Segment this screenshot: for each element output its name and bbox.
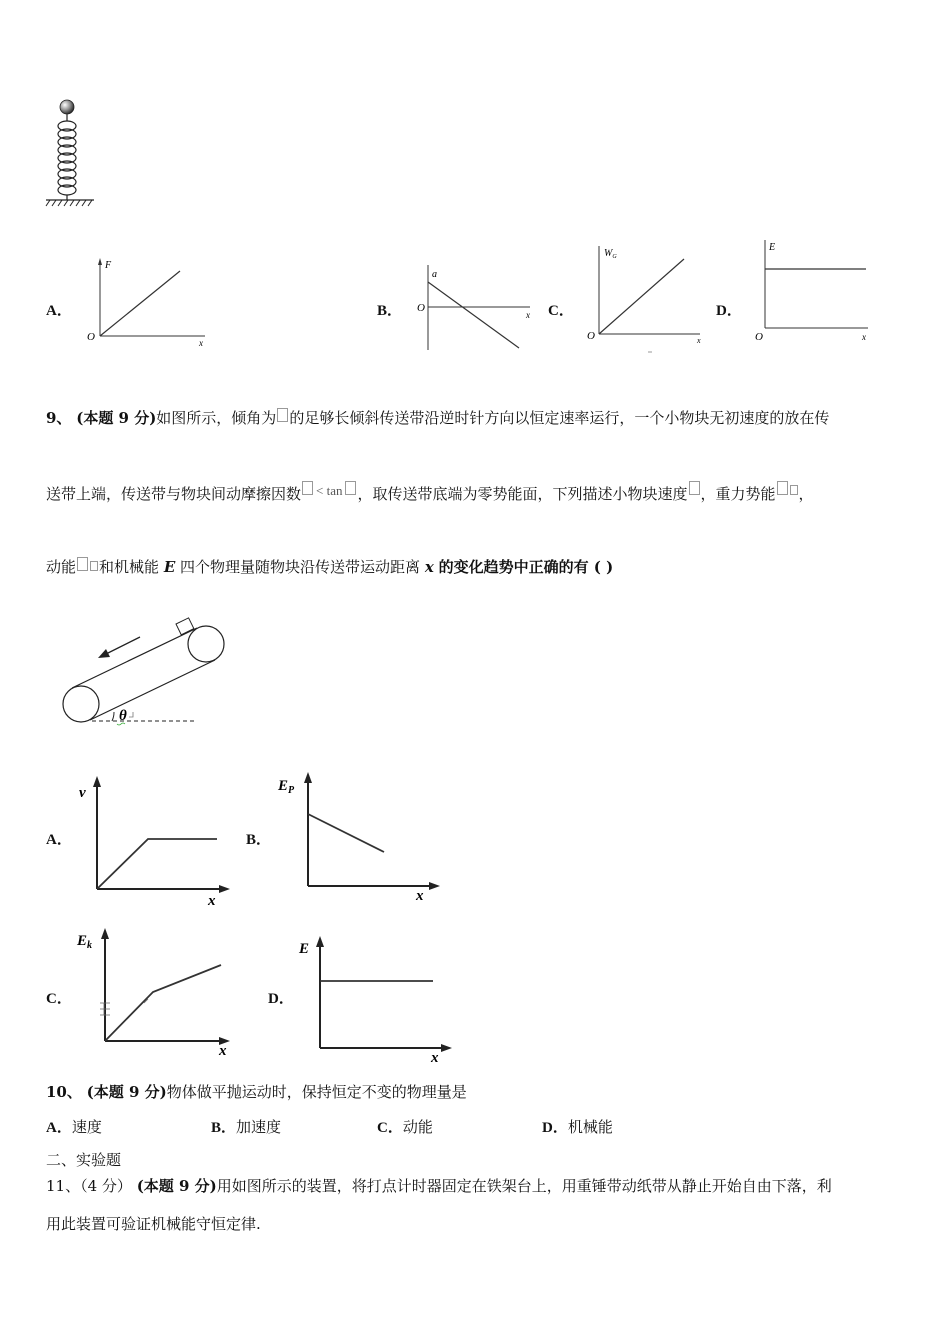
q9b-y-label: $E_P$ bbox=[278, 778, 295, 796]
q9d-x-label: x bbox=[431, 1050, 439, 1066]
section-title: 二、实验题 bbox=[46, 1151, 122, 1169]
q9-E-symbol: E bbox=[163, 558, 176, 576]
q10-option-c-letter: C． bbox=[377, 1120, 403, 1136]
q9-text-2c: ，重力势能 bbox=[700, 485, 776, 503]
q8b-x-label: x bbox=[526, 310, 530, 320]
q9-option-c-label: C． bbox=[46, 991, 72, 1007]
q9-tan-expr: < tan bbox=[316, 483, 343, 498]
q11-text-1: 用如图所示的装置，将打点计时器固定在铁架台上，用重锤带动纸带从静止开始自由下落，利 bbox=[216, 1177, 832, 1195]
q10-question bbox=[46, 1082, 467, 1102]
q8d-origin: O bbox=[755, 331, 763, 343]
q9d-y-label: E bbox=[299, 941, 310, 957]
q9-text-2d: ， bbox=[798, 485, 814, 503]
q9-text-1b: 的足够长倾斜传送带沿逆时针方向以恒定速率运行，一个小物块无初速度的放在传 bbox=[289, 409, 830, 427]
q10-option-b-text: 加速度 bbox=[236, 1118, 282, 1136]
q9-number: 9、 bbox=[46, 409, 72, 427]
q8c-x-label: x bbox=[697, 336, 701, 345]
q9-text-2b: ，取传送带底端为零势能面，下列描述小物块速度 bbox=[357, 485, 688, 503]
q8a-origin: O bbox=[87, 331, 95, 343]
q10-option-c[interactable] bbox=[377, 1117, 433, 1138]
q11-line-1 bbox=[46, 1176, 832, 1196]
q9-x-symbol: x bbox=[424, 558, 434, 576]
q9-text-3c: 四个物理量随物块沿传送带运动距离 bbox=[180, 558, 421, 576]
q10-option-a-letter: A． bbox=[46, 1120, 72, 1136]
q10-option-c-text: 动能 bbox=[402, 1118, 433, 1136]
q10-points: (本题 9 分) bbox=[86, 1083, 167, 1101]
q9-points: (本题 9 分) bbox=[76, 409, 157, 427]
q8-option-a-label: A． bbox=[46, 303, 72, 319]
theta-label: θ bbox=[119, 708, 127, 724]
q9a-y-label: v bbox=[79, 785, 86, 801]
q9c-x-label: x bbox=[219, 1043, 227, 1059]
q9-text-3a: 动能 bbox=[46, 558, 77, 576]
q10-option-d[interactable] bbox=[542, 1117, 613, 1138]
q9-text-1a: 如图所示，倾角为 bbox=[156, 409, 277, 427]
q10-text: 物体做平抛运动时，保持恒定不变的物理量是 bbox=[166, 1083, 467, 1101]
q10-option-b[interactable] bbox=[211, 1117, 281, 1138]
q8-option-c-label: C． bbox=[548, 303, 574, 319]
q10-option-d-letter: D． bbox=[542, 1120, 568, 1136]
q11-points: (本题 9 分) bbox=[136, 1177, 217, 1195]
q9-option-d-label: D． bbox=[268, 991, 294, 1007]
q10-option-a-text: 速度 bbox=[71, 1118, 102, 1136]
q8-option-b-label: B． bbox=[377, 303, 403, 319]
q10-option-d-text: 机械能 bbox=[567, 1118, 613, 1136]
q8a-x-label: x bbox=[199, 338, 203, 348]
q9-option-a-label: A． bbox=[46, 832, 72, 848]
q8c-y-label: $W_G$ bbox=[604, 248, 617, 260]
q11-number: 11、 bbox=[46, 1177, 81, 1195]
q11-line-2: 用此装置可验证机械能守恒定律. bbox=[46, 1215, 261, 1233]
q8d-y-label: E bbox=[769, 242, 776, 253]
q8b-origin: O bbox=[417, 302, 425, 314]
q11-score: （4 分） bbox=[80, 1177, 132, 1195]
q9-text-3b: 和机械能 bbox=[99, 558, 160, 576]
q9-option-b-label: B． bbox=[246, 832, 272, 848]
q10-number: 10、 bbox=[46, 1083, 82, 1101]
q8d-x-label: x bbox=[862, 332, 866, 342]
q10-option-a[interactable] bbox=[46, 1117, 102, 1138]
q8a-y-label: F bbox=[105, 260, 112, 271]
q10-option-b-letter: B． bbox=[211, 1120, 237, 1136]
q8-option-d-label: D． bbox=[716, 303, 742, 319]
q8c-origin: O bbox=[587, 330, 595, 342]
q9c-y-label: $E_k$ bbox=[77, 933, 93, 951]
q8b-y-label: a bbox=[432, 269, 437, 280]
q9a-x-label: x bbox=[208, 893, 216, 909]
q9-text-2a: 送带上端，传送带与物块间动摩擦因数 bbox=[46, 485, 302, 503]
q9-text-3d: 的变化趋势中正确的有 ( ) bbox=[438, 558, 614, 576]
q9b-x-label: x bbox=[416, 888, 424, 904]
